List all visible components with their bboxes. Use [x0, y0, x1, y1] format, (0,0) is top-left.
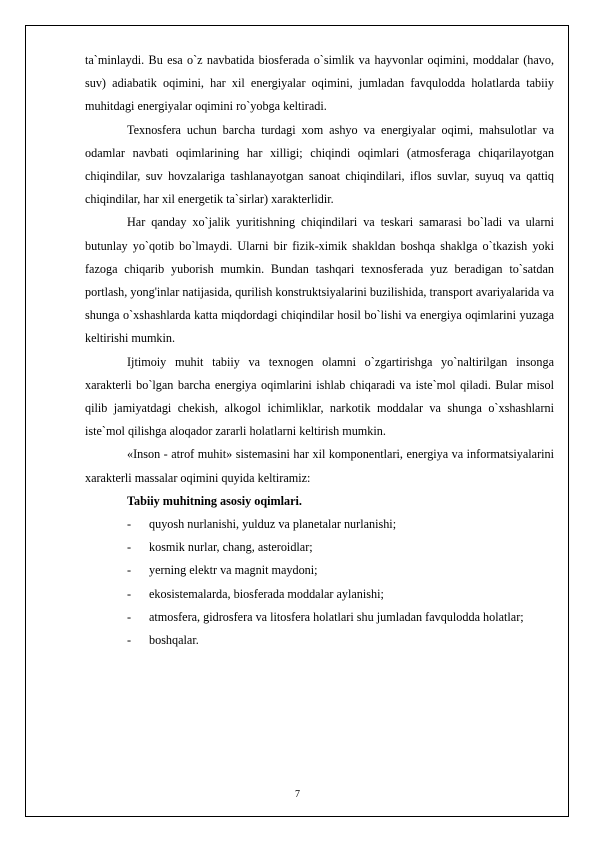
- document-body: [85, 49, 554, 652]
- paragraph-texnosfera: Texnosfera uchun barcha turdagi xom ashyo va energiyalar oqimi, mahsulotlar va odamlar navbati oqimlarining har xilligi; chiqindi oqimlari (atmosferaga chiqarilayotgan chiqindilar, suv hovzalariga tashlanayotgan sanoat chiqindilari, iflos suvlar, suyuq va qattiq chiqindilar, har xil energetik ta`sirlar) xarakterlidir.: [85, 122, 554, 207]
- list-item-text: boshqalar.: [149, 633, 199, 648]
- list-item: [85, 559, 554, 582]
- list-item: [85, 583, 554, 606]
- list-item: [85, 536, 554, 559]
- list-item-text: kosmik nurlar, chang, asteroidlar;: [149, 540, 313, 555]
- section-heading: Tabiiy muhitning asosiy oqimlari.: [127, 493, 302, 508]
- list-item: [85, 629, 554, 652]
- bullet-dash: -: [127, 586, 132, 601]
- list-item-text: ekosistemalarda, biosferada moddalar aylanishi;: [149, 586, 384, 601]
- bullet-dash: -: [127, 563, 132, 578]
- list-item-text: atmosfera, gidrosfera va litosfera holatlari shu jumladan favqulodda holatlar;: [149, 609, 524, 624]
- list-item: [85, 606, 554, 629]
- paragraph-continuation: ta`minlaydi. Bu esa o`z navbatida biosferada o`simlik va hayvonlar oqimini, moddalar (havo, suv) adiabatik oqimini, har xil energiyalar oqimini, jumladan favqulodda holatlarda tabiiy muhitdagi energiyalar oqimini ro`yobga keltiradi.: [85, 53, 554, 114]
- bullet-dash: -: [127, 633, 132, 648]
- list-item: [85, 513, 554, 536]
- bullet-dash: -: [127, 517, 132, 532]
- paragraph-ijtimoiy-muhit: Ijtimoiy muhit tabiiy va texnogen olamni o`zgartirishga yo`naltirilgan insonga xarakterli bo`lgan barcha energiya oqimlarini ishlab chiqaradi va iste`mol qiladi. Bular misol qilib jamiyatdagi chekish, alkogol ichimliklar, narkotik moddalar va shunga o`xshashlarni iste`mol qilishga aloqador zararli holatlarni keltirish mumkin.: [85, 354, 554, 439]
- paragraph-chiqindilar: Har qanday xo`jalik yuritishning chiqindilari va teskari samarasi bo`ladi va ularni butunlay yo`qotib bo`lmaydi. Ularni bir fizik-ximik shakldan boshqa shaklga o`tkazish yoki fazoga chiqarib yuborish mumkin. Bundan tashqari texnosferada yuz beradigan to`satdan portlash, yong'inlar natijasida, qurilish konstruktsiyalarini buzilishida, transport avariyalarida va shunga o`xshashlarda katta miqdordagi chiqindilar hosil bo`lishi va energiya oqimlarini yuzaga keltirishi mumkin.: [85, 215, 554, 346]
- page-number: 7: [295, 789, 300, 800]
- bullet-dash: -: [127, 609, 132, 624]
- bullet-dash: -: [127, 540, 132, 555]
- paragraph-inson-atrof-muhit: «Inson - atrof muhit» sistemasini har xil komponentlari, energiya va informatsiyalarini xarakterli massalar oqimini quyida keltiramiz:: [85, 447, 554, 485]
- list-item-text: quyosh nurlanishi, yulduz va planetalar nurlanishi;: [149, 517, 397, 532]
- list-item-text: yerning elektr va magnit maydoni;: [149, 563, 318, 578]
